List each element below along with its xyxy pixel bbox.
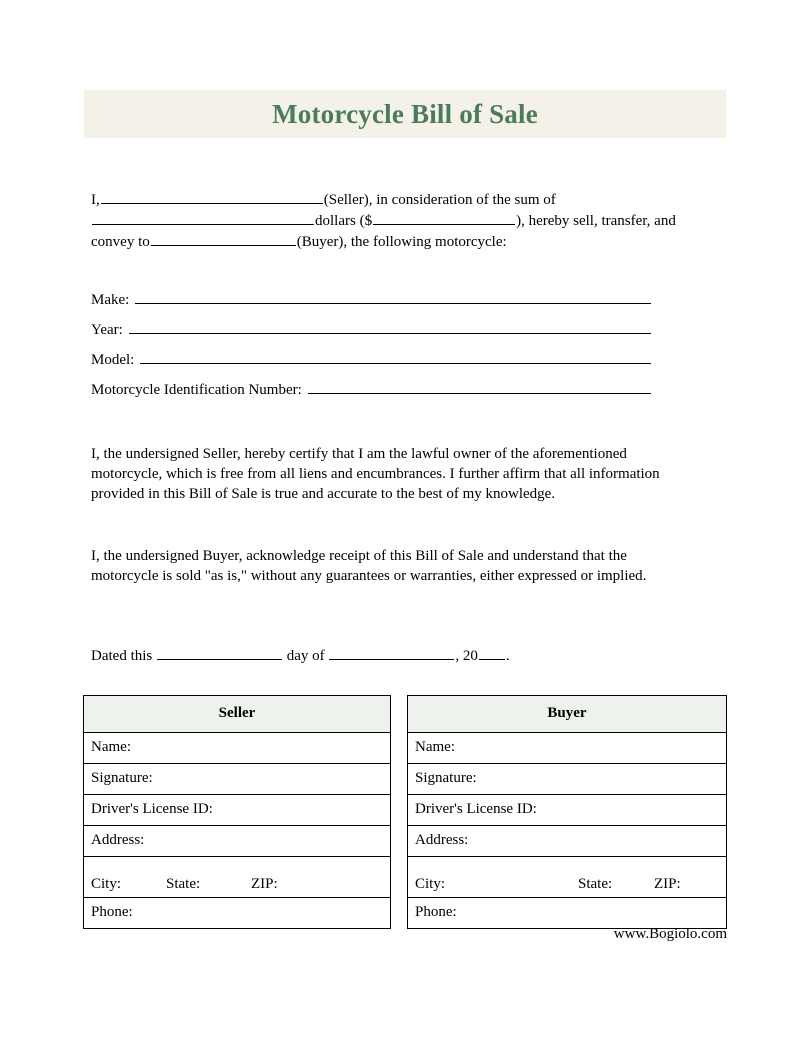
table-row	[408, 795, 727, 826]
buyer-city-label: City:	[415, 876, 446, 892]
table-row	[408, 857, 727, 898]
field-input-vin[interactable]	[308, 380, 651, 394]
seller-certification-paragraph	[91, 444, 709, 504]
dated-year-blank[interactable]	[479, 645, 505, 660]
intro-line-2	[91, 210, 706, 231]
seller-city-state-zip-cell[interactable]	[84, 857, 391, 898]
buyer-table-header-row	[408, 696, 727, 733]
field-input-model[interactable]	[140, 350, 651, 364]
field-input-year[interactable]	[129, 320, 651, 334]
buyer-signature-table	[407, 695, 727, 929]
buyer-signature-label[interactable]: Signature:	[408, 764, 727, 795]
buyer-address-label[interactable]: Address:	[408, 826, 727, 857]
buyer-acknowledgment-paragraph	[91, 546, 709, 586]
seller-address-label[interactable]: Address:	[84, 826, 391, 857]
dated-line	[91, 645, 510, 665]
buyer-zip-label: ZIP:	[654, 876, 681, 892]
buyer-license-label[interactable]: Driver's License ID:	[408, 795, 727, 826]
table-row	[408, 826, 727, 857]
buyer-name-label[interactable]: Name:	[408, 733, 727, 764]
intro-line1-suffix: (Seller), in consideration of the sum of	[323, 192, 556, 208]
dated-month-blank[interactable]	[329, 645, 454, 660]
buyer-table-header: Buyer	[408, 696, 727, 733]
intro-line-3	[91, 231, 706, 252]
field-row-model	[91, 350, 651, 380]
field-label-vin: Motorcycle Identification Number:	[91, 382, 302, 398]
seller-cert-line-1: I, the undersigned Seller, hereby certify that I am the lawful owner of the aforementioned	[91, 446, 627, 462]
buyer-ack-line-1: I, the undersigned Buyer, acknowledge receipt of this Bill of Sale and understand that the	[91, 548, 627, 564]
table-row	[84, 826, 391, 857]
seller-signature-label[interactable]: Signature:	[84, 764, 391, 795]
table-row	[84, 764, 391, 795]
intro-line-1	[91, 189, 706, 210]
field-row-vin	[91, 380, 651, 410]
amount-figure-blank[interactable]	[373, 210, 515, 225]
intro-line2-prefix: dollars ($	[315, 213, 373, 229]
signature-tables	[83, 695, 727, 929]
intro-line2-suffix: ), hereby sell, transfer, and	[516, 213, 676, 229]
seller-phone-label[interactable]: Phone:	[84, 898, 391, 929]
title-banner	[84, 90, 726, 138]
seller-table-header: Seller	[84, 696, 391, 733]
seller-city-label: City:	[91, 876, 122, 892]
footer-website[interactable]: www.Bogiolo.com	[613, 926, 727, 942]
vehicle-fields	[91, 290, 651, 410]
amount-words-blank[interactable]	[92, 210, 314, 225]
intro-line3-suffix: (Buyer), the following motorcycle:	[296, 234, 507, 250]
table-row	[408, 764, 727, 795]
table-row	[84, 733, 391, 764]
seller-table-header-row	[84, 696, 391, 733]
dated-middle: day of	[286, 648, 325, 664]
table-row	[408, 898, 727, 929]
intro-paragraph	[91, 189, 706, 252]
field-row-year	[91, 320, 651, 350]
seller-cert-line-3: provided in this Bill of Sale is true and accurate to the best of my knowledge.	[91, 486, 556, 502]
buyer-ack-line-2: motorcycle is sold "as is," without any guarantees or warranties, either expressed or implied.	[91, 568, 647, 584]
field-row-make	[91, 290, 651, 320]
seller-name-blank[interactable]	[101, 189, 323, 204]
intro-line1-prefix: I,	[91, 192, 100, 208]
intro-line3-prefix: convey to	[91, 234, 150, 250]
dated-year-prefix: , 20	[455, 648, 478, 664]
dated-day-blank[interactable]	[157, 645, 282, 660]
field-label-year: Year:	[91, 322, 123, 338]
table-row	[84, 795, 391, 826]
table-row	[84, 898, 391, 929]
table-row	[408, 733, 727, 764]
field-label-model: Model:	[91, 352, 135, 368]
dated-prefix: Dated this	[91, 648, 153, 664]
seller-cert-line-2: motorcycle, which is free from all liens and encumbrances. I further affirm that all information	[91, 466, 660, 482]
field-input-make[interactable]	[135, 290, 651, 304]
seller-zip-label: ZIP:	[251, 876, 278, 892]
seller-signature-table	[83, 695, 391, 929]
table-row	[84, 857, 391, 898]
dated-suffix: .	[505, 648, 510, 664]
page-title: Motorcycle Bill of Sale	[272, 98, 538, 129]
buyer-city-state-zip-cell[interactable]	[408, 857, 727, 898]
seller-state-label: State:	[166, 876, 201, 892]
buyer-name-blank[interactable]	[151, 231, 296, 246]
buyer-phone-label[interactable]: Phone:	[408, 898, 727, 929]
buyer-state-label: State:	[578, 876, 613, 892]
seller-license-label[interactable]: Driver's License ID:	[84, 795, 391, 826]
field-label-make: Make:	[91, 292, 130, 308]
seller-name-label[interactable]: Name:	[84, 733, 391, 764]
